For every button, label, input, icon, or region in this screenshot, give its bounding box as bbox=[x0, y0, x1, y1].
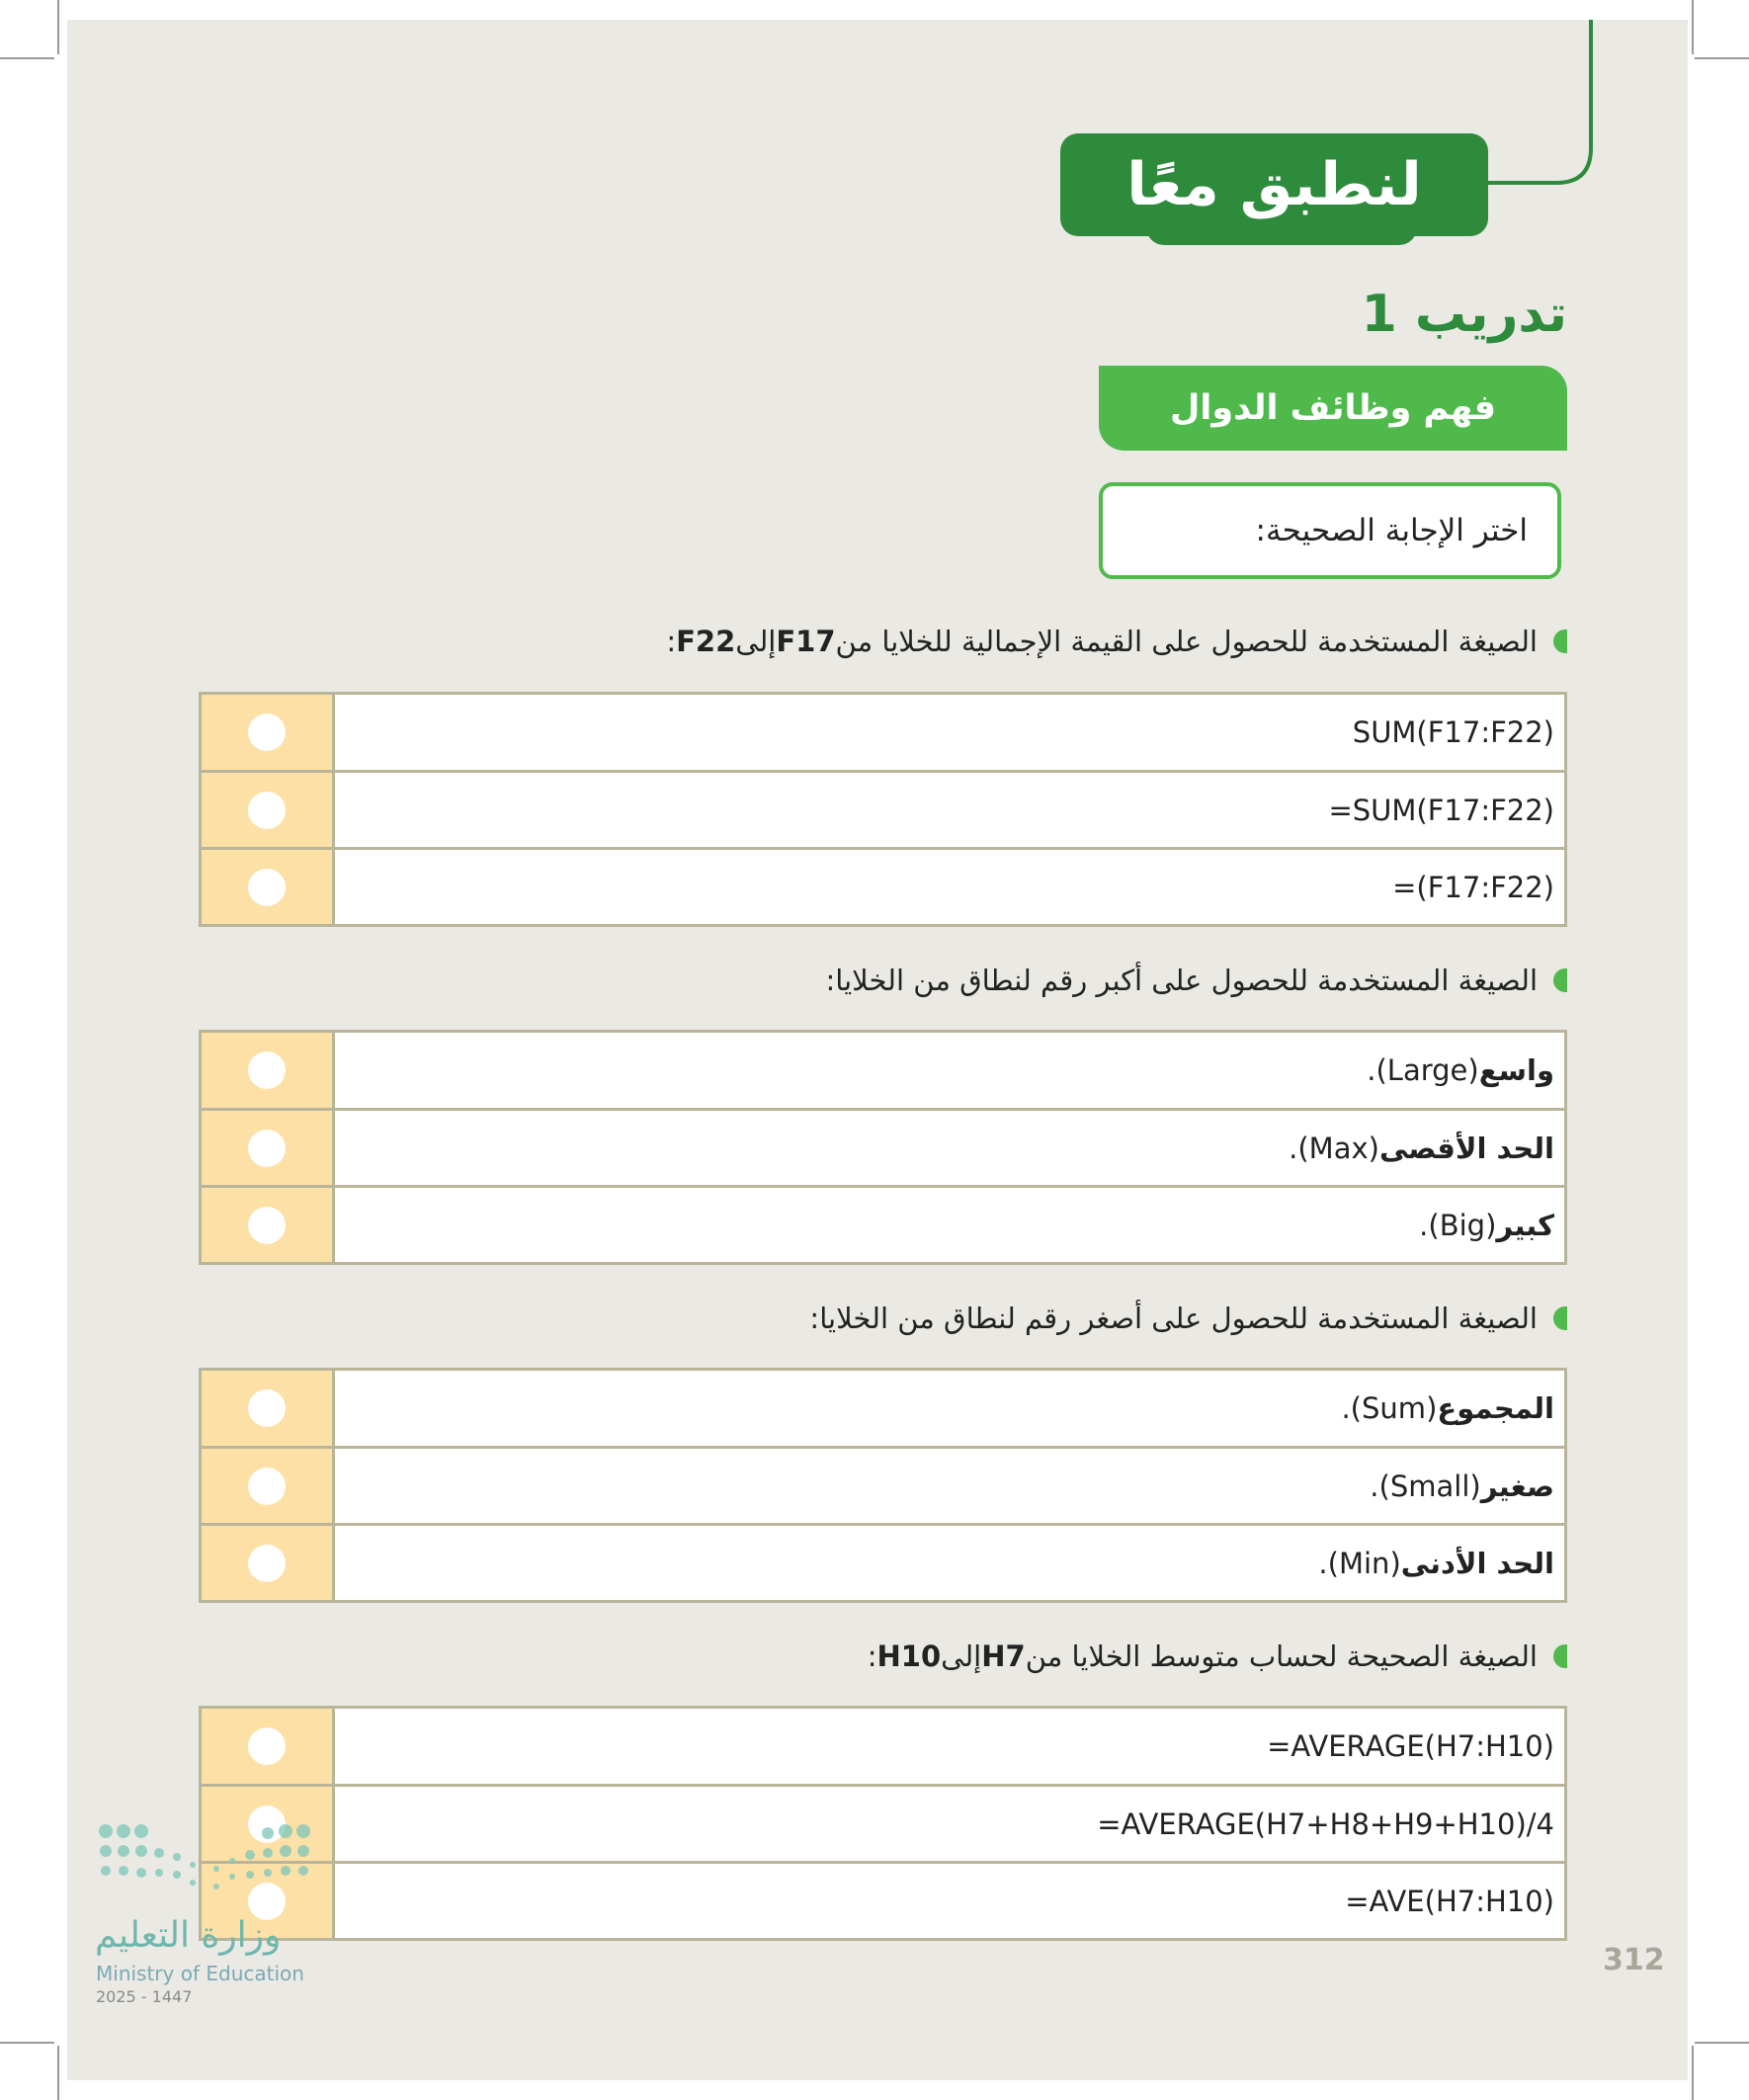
exercise-title: تدريب 1 bbox=[1361, 285, 1567, 344]
option-row[interactable] bbox=[202, 1033, 1564, 1108]
option-text: =AVERAGE(H7+H8+H9+H10)/4 bbox=[1097, 1806, 1554, 1841]
crop-mark bbox=[0, 2042, 54, 2044]
ministry-logo-dots-icon bbox=[94, 1821, 321, 1910]
option-choice-cell bbox=[202, 1449, 335, 1523]
bullet-icon bbox=[1553, 630, 1567, 653]
radio-button[interactable] bbox=[248, 1468, 286, 1505]
crop-mark bbox=[57, 2046, 59, 2100]
question-1: الصيغة المستخدمة للحصول على القيمة الإجمالية للخلايا من F17 إلى F22 : bbox=[666, 625, 1567, 658]
option-row[interactable] bbox=[202, 770, 1564, 847]
question-3: الصيغة المستخدمة للحصول على أصغر رقم لنطاق من الخلايا: bbox=[809, 1302, 1567, 1335]
option-text: =AVE(H7:H10) bbox=[1345, 1884, 1554, 1918]
option-text: =AVERAGE(H7:H10) bbox=[1267, 1729, 1554, 1763]
option-choice-cell bbox=[202, 1526, 335, 1600]
option-choice-cell bbox=[202, 1111, 335, 1185]
radio-button[interactable] bbox=[248, 792, 286, 829]
option-text: الحد الأقصى (Max). bbox=[1289, 1131, 1554, 1165]
question-2: الصيغة المستخدمة للحصول على أكبر رقم لنطاق من الخلايا: bbox=[825, 964, 1567, 997]
option-text: =(F17:F22) bbox=[1392, 870, 1554, 904]
option-row[interactable] bbox=[202, 1523, 1564, 1600]
page-number: 312 bbox=[1603, 1943, 1665, 1977]
option-choice-cell bbox=[202, 1188, 335, 1262]
option-row[interactable] bbox=[202, 1185, 1564, 1262]
options-table-1 bbox=[199, 692, 1567, 927]
section-banner: فهم وظائف الدوال bbox=[1099, 366, 1567, 451]
options-table-4 bbox=[199, 1706, 1567, 1941]
option-choice-cell bbox=[202, 773, 335, 847]
page-title: لنطبق معًا bbox=[1060, 133, 1488, 236]
radio-button[interactable] bbox=[248, 714, 286, 751]
radio-button[interactable] bbox=[248, 1051, 286, 1089]
ministry-logo-english: Ministry of Education bbox=[96, 1962, 304, 1985]
option-row[interactable] bbox=[202, 847, 1564, 924]
radio-button[interactable] bbox=[248, 1545, 286, 1582]
option-text: صغير (Small). bbox=[1370, 1469, 1554, 1503]
options-table-2 bbox=[199, 1030, 1567, 1265]
option-row[interactable] bbox=[202, 1861, 1564, 1938]
ministry-logo-arabic: وزارة التعليم bbox=[95, 1915, 282, 1956]
radio-button[interactable] bbox=[248, 1207, 286, 1244]
option-text: المجموع (Sum). bbox=[1341, 1391, 1554, 1425]
option-text: SUM(F17:F22) bbox=[1352, 715, 1554, 749]
bullet-icon bbox=[1553, 968, 1567, 992]
bullet-icon bbox=[1553, 1644, 1567, 1668]
option-text: الحد الأدنى (Min). bbox=[1318, 1546, 1554, 1580]
ministry-logo-year: 2025 - 1447 bbox=[96, 1987, 193, 2006]
option-choice-cell bbox=[202, 695, 335, 770]
option-choice-cell bbox=[202, 1033, 335, 1108]
option-choice-cell bbox=[202, 850, 335, 924]
crop-mark bbox=[1695, 2042, 1749, 2044]
radio-button[interactable] bbox=[248, 1727, 286, 1765]
radio-button[interactable] bbox=[248, 1130, 286, 1167]
crop-mark bbox=[1692, 2046, 1694, 2100]
options-table-3 bbox=[199, 1368, 1567, 1603]
option-row[interactable] bbox=[202, 1709, 1564, 1784]
instruction-box: اختر الإجابة الصحيحة: bbox=[1099, 482, 1561, 579]
option-text: واسع (Large). bbox=[1367, 1053, 1554, 1087]
option-choice-cell bbox=[202, 1709, 335, 1784]
option-choice-cell bbox=[202, 1371, 335, 1446]
option-row[interactable] bbox=[202, 695, 1564, 770]
option-text: كبير (Big). bbox=[1419, 1208, 1554, 1242]
radio-button[interactable] bbox=[248, 869, 286, 906]
option-row[interactable] bbox=[202, 1784, 1564, 1861]
bullet-icon bbox=[1553, 1306, 1567, 1330]
question-4: الصيغة الصحيحة لحساب متوسط الخلايا من H7 إلى H10 : bbox=[868, 1639, 1567, 1673]
radio-button[interactable] bbox=[248, 1389, 286, 1427]
option-row[interactable] bbox=[202, 1108, 1564, 1185]
option-text: =SUM(F17:F22) bbox=[1328, 793, 1554, 827]
option-row[interactable] bbox=[202, 1446, 1564, 1523]
option-row[interactable] bbox=[202, 1371, 1564, 1446]
